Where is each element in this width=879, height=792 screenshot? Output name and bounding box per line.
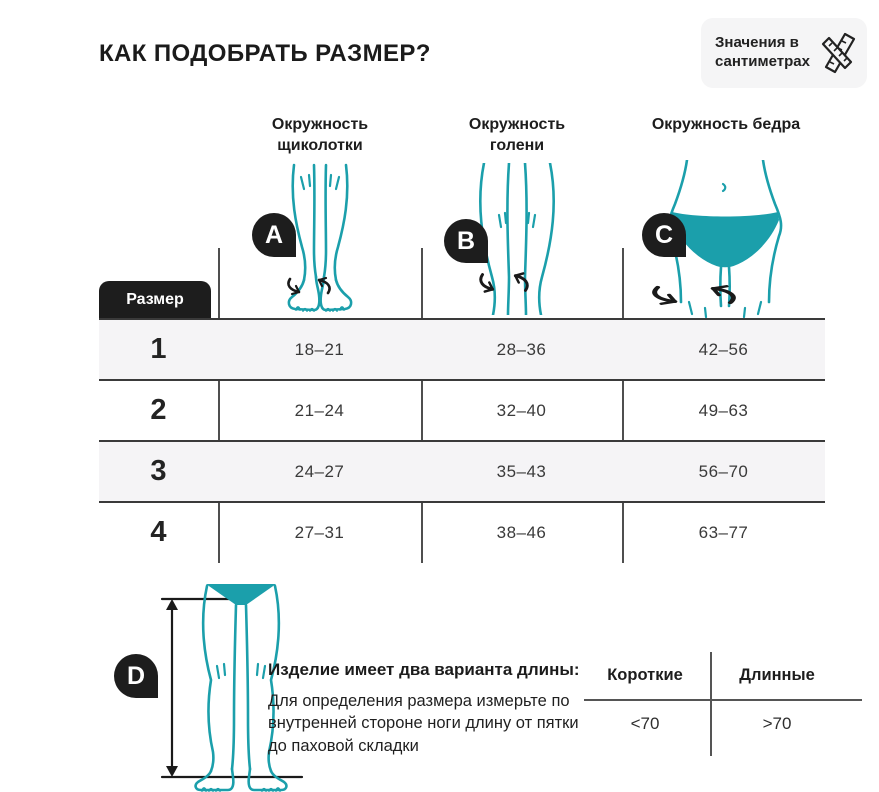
length-short-value: <70: [630, 714, 660, 733]
table-row: [99, 318, 825, 379]
calf-range: 35–43: [496, 461, 547, 481]
badge-a: [252, 213, 296, 257]
length-variants-heading: Изделие имеет два варианта длины:: [268, 660, 580, 679]
hip-range: 49–63: [698, 400, 749, 420]
units-note-text: Значения в сантиметрах: [715, 34, 810, 70]
badge-d: [114, 654, 158, 698]
badge-a-letter: A: [264, 220, 284, 249]
size-value: 1: [150, 333, 167, 365]
rotation-arrows-icon: [650, 283, 738, 307]
ankle-range: 21–24: [294, 400, 345, 420]
ankle-range: 24–27: [294, 461, 345, 481]
size-value: 3: [150, 455, 167, 487]
length-long-header: Длинные: [739, 666, 815, 684]
size-header-label: Размер: [126, 290, 184, 308]
badge-c: [642, 213, 686, 257]
hip-range: 56–70: [698, 461, 749, 481]
column-header-ankle: Окружность щиколотки: [271, 116, 369, 154]
size-value: 4: [150, 516, 167, 548]
badge-c-letter: C: [654, 220, 674, 249]
ankle-range: 18–21: [294, 339, 345, 359]
length-table-hline: [584, 699, 862, 701]
badge-b: [444, 219, 488, 263]
ruler-icon: [817, 30, 857, 76]
size-column-header: [99, 281, 211, 318]
size-table: [99, 318, 825, 562]
table-row: [99, 379, 825, 440]
size-value: 2: [150, 394, 167, 426]
rotation-arrows-icon: [478, 270, 530, 295]
calf-range: 32–40: [496, 400, 547, 420]
table-row: [99, 501, 825, 562]
column-header-hip: Окружность бедра: [651, 116, 801, 133]
length-short-header: Короткие: [607, 666, 683, 684]
length-long-value: >70: [762, 714, 792, 733]
badge-d-letter: D: [126, 661, 146, 690]
length-table-vline: [710, 652, 712, 756]
legs-length-illustration: [150, 578, 335, 792]
table-row: [99, 440, 825, 501]
calf-range: 38–46: [496, 522, 547, 542]
rotation-arrows-icon: [286, 275, 332, 297]
column-header-calf: Окружность голени: [468, 116, 566, 154]
hip-range: 63–77: [698, 522, 749, 542]
hip-range: 42–56: [698, 339, 749, 359]
ankle-range: 27–31: [294, 522, 345, 542]
calf-range: 28–36: [496, 339, 547, 359]
length-measure-description: Для определения размера измерьте по внутренней стороне ноги длину от пятки до паховой складки: [268, 692, 579, 755]
units-note-badge: [701, 18, 867, 88]
badge-b-letter: B: [456, 226, 476, 255]
page-title: КАК ПОДОБРАТЬ РАЗМЕР?: [99, 40, 431, 67]
